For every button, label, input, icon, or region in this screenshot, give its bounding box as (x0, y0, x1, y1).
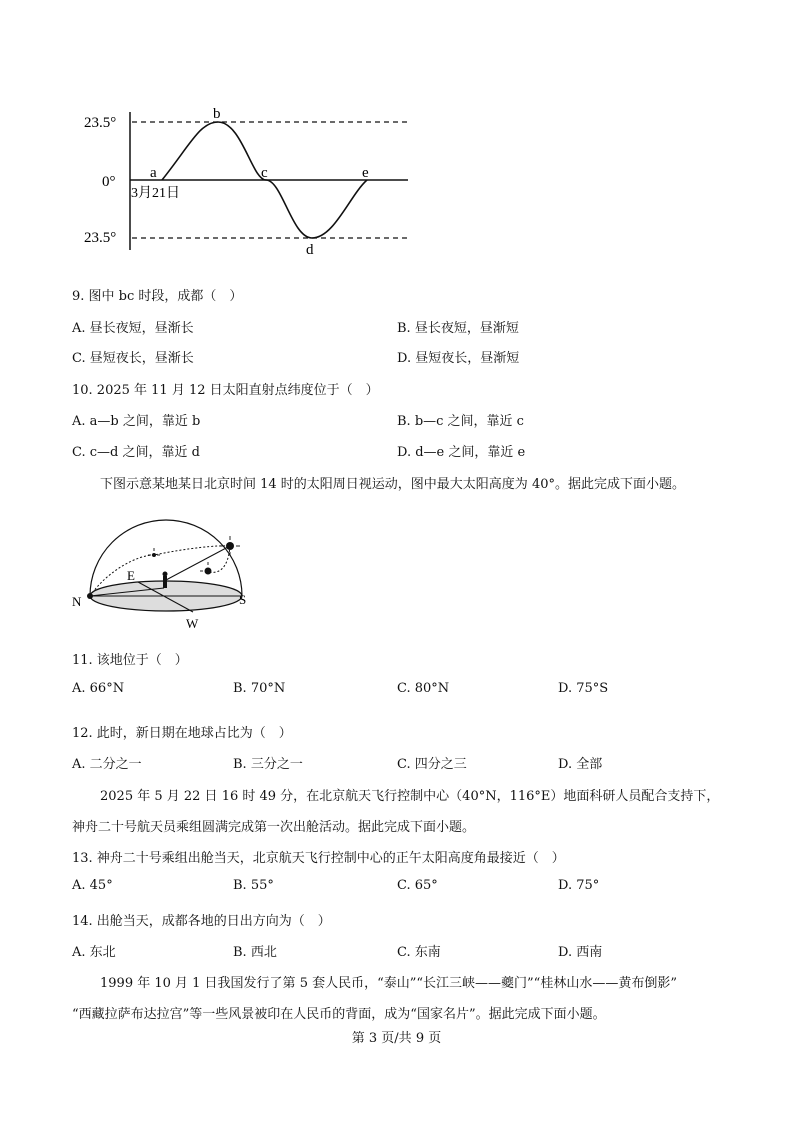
latitude-curve-figure (70, 100, 420, 260)
point-c-label: c (261, 165, 268, 181)
point-e-label: e (362, 165, 369, 181)
q11-stem: 11. 该地位于（ ） (72, 653, 188, 668)
q14-option-d[interactable]: D. 西南 (558, 945, 603, 960)
q12-option-b[interactable]: B. 三分之一 (233, 757, 303, 772)
date-label: 3月21日 (131, 186, 180, 201)
q9-stem: 9. 图中 bc 时段，成都（ ） (72, 289, 243, 304)
label-s: S (239, 592, 247, 607)
label-e: E (127, 568, 135, 583)
intro-paragraph-4-line1: 1999 年 10 月 1 日我国发行了第 5 套人民币，“泰山”“长江三峡——夔门”“桂林山水——黄布倒影” (100, 976, 677, 991)
y-label-zero: 0° (102, 174, 116, 190)
q11-option-d[interactable]: D. 75°S (558, 681, 609, 696)
y-label-bottom: 23.5° (84, 230, 117, 246)
q10-option-a[interactable]: A. a—b 之间，靠近 b (72, 414, 201, 429)
point-d-label: d (306, 242, 314, 258)
q11-option-c[interactable]: C. 80°N (397, 681, 450, 696)
sun-icon-left (152, 553, 156, 557)
q12-stem: 12. 此时，新日期在地球占比为（ ） (72, 726, 292, 741)
q10-option-b[interactable]: B. b—c 之间，靠近 c (397, 414, 524, 429)
intro-paragraph-3-line1: 2025 年 5 月 22 日 16 时 49 分，在北京航天飞行控制中心（40°N，116°E）地面科研人员配合支持下， (100, 789, 720, 804)
label-w: W (186, 616, 199, 631)
q10-stem: 10. 2025 年 11 月 12 日太阳直射点纬度位于（ ） (72, 383, 379, 398)
q9-option-d[interactable]: D. 昼短夜长，昼渐短 (397, 351, 520, 366)
point-a-label: a (150, 165, 157, 181)
y-label-top: 23.5° (84, 115, 117, 131)
observer-head (163, 572, 168, 577)
q13-option-c[interactable]: C. 65° (397, 878, 438, 893)
label-n: N (72, 594, 82, 609)
q13-stem: 13. 神舟二十号乘组出舱当天，北京航天飞行控制中心的正午太阳高度角最接近（ ） (72, 851, 565, 866)
intro-paragraph-4-line2: “西藏拉萨布达拉宫”等一些风景被印在人民币的背面，成为“国家名片”。据此完成下面小题。 (72, 1007, 606, 1022)
q10-option-d[interactable]: D. d—e 之间，靠近 e (397, 445, 526, 460)
intro-paragraph-2: 下图示意某地某日北京时间 14 时的太阳周日视运动，图中最大太阳高度为 40°。据此完成下面小题。 (100, 477, 685, 492)
point-b-label: b (213, 106, 221, 122)
q9-option-c[interactable]: C. 昼短夜长，昼渐长 (72, 351, 194, 366)
q14-stem: 14. 出舱当天，成都各地的日出方向为（ ） (72, 914, 331, 929)
q14-option-a[interactable]: A. 东北 (72, 945, 116, 960)
sun-ray (166, 547, 228, 580)
page-footer: 第 3 页/共 9 页 (351, 1031, 442, 1046)
intro-paragraph-3-line2: 神舟二十号航天员乘组圆满完成第一次出舱活动。据此完成下面小题。 (72, 820, 476, 835)
q12-option-d[interactable]: D. 全部 (558, 757, 603, 772)
q13-option-d[interactable]: D. 75° (558, 878, 600, 893)
q13-option-b[interactable]: B. 55° (233, 878, 274, 893)
observer-figure (163, 576, 167, 588)
q14-option-b[interactable]: B. 西北 (233, 945, 277, 960)
north-point (87, 593, 93, 599)
q13-option-a[interactable]: A. 45° (72, 878, 113, 893)
q12-option-c[interactable]: C. 四分之三 (397, 757, 467, 772)
q10-option-c[interactable]: C. c—d 之间，靠近 d (72, 445, 200, 460)
q11-option-a[interactable]: A. 66°N (72, 681, 125, 696)
q12-option-a[interactable]: A. 二分之一 (72, 757, 142, 772)
q9-option-a[interactable]: A. 昼长夜短，昼渐长 (72, 321, 194, 336)
q11-option-b[interactable]: B. 70°N (233, 681, 286, 696)
q9-option-b[interactable]: B. 昼长夜短，昼渐短 (397, 321, 519, 336)
sun-icon-middle (205, 568, 212, 575)
sun-path-figure (68, 500, 268, 635)
q14-option-c[interactable]: C. 东南 (397, 945, 441, 960)
sun-icon-top (226, 542, 234, 550)
